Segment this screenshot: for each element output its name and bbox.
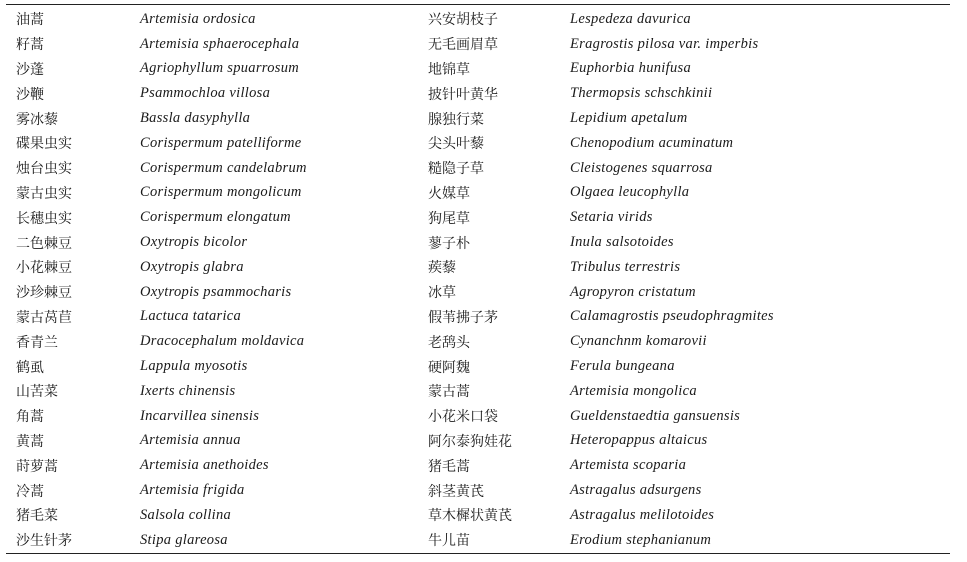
chinese-name-cell: 鹤虱 [16,359,44,376]
chinese-name-cell: 尖头叶藜 [428,136,484,153]
chinese-name-cell: 二色棘豆 [16,235,72,252]
latin-name-cell: Calamagrostis pseudophragmites [570,308,774,325]
chinese-name-cell: 油蒿 [16,12,44,29]
table-row [6,156,950,181]
table-row [6,528,950,553]
chinese-name-cell: 地锦草 [428,61,470,78]
chinese-name-cell: 草木樨状黄芪 [428,508,512,525]
chinese-name-cell: 山苦菜 [16,384,58,401]
chinese-name-cell: 小花米口袋 [428,409,498,426]
chinese-name-cell: 狗尾草 [428,210,470,227]
chinese-name-cell: 冰草 [428,285,456,302]
table-row [6,5,950,32]
chinese-name-cell: 籽蒿 [16,37,44,54]
chinese-name-cell: 沙生针茅 [16,533,72,550]
chinese-name-cell: 冷蒿 [16,483,44,500]
chinese-name-cell: 无毛画眉草 [428,37,498,54]
latin-name-cell: Artemisia ordosica [140,10,256,27]
latin-name-cell: Artemista scoparia [570,457,687,474]
latin-name-cell: Oxytropis glabra [140,258,244,275]
species-table [6,4,950,554]
latin-name-cell: Ixerts chinensis [140,382,236,399]
chinese-name-cell: 猪毛菜 [16,508,58,525]
latin-name-cell: Artemisia anethoides [140,457,269,474]
chinese-name-cell: 老鸹头 [428,334,470,351]
table-row [6,329,950,354]
latin-name-cell: Psammochloa villosa [140,85,271,102]
latin-name-cell: Bassla dasyphylla [140,110,251,127]
latin-name-cell: Astragalus melilotoides [570,506,715,523]
chinese-name-cell: 蒙古虫实 [16,185,72,202]
latin-name-cell: Salsola collina [140,506,232,523]
latin-name-cell: Corispermum candelabrum [140,159,307,176]
table-row [6,57,950,82]
chinese-name-cell: 蒙古莴苣 [16,309,72,326]
latin-name-cell: Agriophyllum spuarrosum [140,60,300,77]
chinese-name-cell: 沙珍棘豆 [16,285,72,302]
latin-name-cell: Artemisia frigida [140,482,245,499]
table-row [6,230,950,255]
chinese-name-cell: 黄蒿 [16,433,44,450]
chinese-name-cell: 腺独行菜 [428,111,484,128]
latin-name-cell: Setaria virids [570,209,653,226]
chinese-name-cell: 牛儿苗 [428,533,470,550]
chinese-name-cell: 沙蓬 [16,61,44,78]
table-row [6,205,950,230]
latin-name-cell: Gueldenstaedtia gansuensis [570,407,741,424]
table-row [6,429,950,454]
chinese-name-cell: 硬阿魏 [428,359,470,376]
chinese-name-cell: 雾冰藜 [16,111,58,128]
latin-name-cell: Ferula bungeana [570,358,675,375]
table-row [6,106,950,131]
latin-name-cell: Lepidium apetalum [570,110,688,127]
latin-name-cell: Oxytropis bicolor [140,234,248,251]
table-row [6,379,950,404]
chinese-name-cell: 假苇拂子茅 [428,309,498,326]
chinese-name-cell: 斜茎黄芪 [428,483,484,500]
latin-name-cell: Incarvillea sinensis [140,407,260,424]
chinese-name-cell: 长穗虫实 [16,210,72,227]
chinese-name-cell: 猪毛蒿 [428,458,470,475]
latin-name-cell: Dracocephalum moldavica [140,333,305,350]
table-row [6,354,950,379]
chinese-name-cell: 烛台虫实 [16,161,72,178]
latin-name-cell: Oxytropis psammocharis [140,283,292,300]
table-row [6,404,950,429]
table-row [6,32,950,57]
latin-name-cell: Tribulus terrestris [570,258,681,275]
latin-name-cell: Corispermum mongolicum [140,184,302,201]
table-row [6,453,950,478]
latin-name-cell: Agropyron cristatum [570,283,696,300]
chinese-name-cell: 兴安胡枝子 [428,12,498,29]
chinese-name-cell: 蒺藜 [428,260,456,277]
chinese-name-cell: 披针叶黄华 [428,86,498,103]
latin-name-cell: Artemisia mongolica [570,382,697,399]
latin-name-cell: Artemisia annua [140,432,241,449]
table-row [6,181,950,206]
latin-name-cell: Thermopsis schschkinii [570,85,713,102]
latin-name-cell: Artemisia sphaerocephala [140,35,300,52]
latin-name-cell: Chenopodium acuminatum [570,134,734,151]
chinese-name-cell: 香青兰 [16,334,58,351]
latin-name-cell: Astragalus adsurgens [570,482,702,499]
table-row [6,81,950,106]
latin-name-cell: Lappula myosotis [140,358,248,375]
latin-name-cell: Stipa glareosa [140,531,228,548]
latin-name-cell: Eragrostis pilosa var. imperbis [570,35,759,52]
latin-name-cell: Euphorbia hunifusa [570,60,692,77]
chinese-name-cell: 蓼子朴 [428,235,470,252]
latin-name-cell: Corispermum elongatum [140,209,291,226]
table-row [6,280,950,305]
latin-name-cell: Erodium stephanianum [570,531,712,548]
chinese-name-cell: 莳萝蒿 [16,458,58,475]
chinese-name-cell: 火媒草 [428,185,470,202]
latin-name-cell: Cleistogenes squarrosa [570,159,713,176]
chinese-name-cell: 糙隐子草 [428,161,484,178]
species-table-body [6,5,950,554]
chinese-name-cell: 阿尔泰狗娃花 [428,433,512,450]
latin-name-cell: Olgaea leucophylla [570,184,690,201]
chinese-name-cell: 蒙古蒿 [428,384,470,401]
latin-name-cell: Corispermum patelliforme [140,134,302,151]
latin-name-cell: Heteropappus altaicus [570,432,708,449]
table-row [6,503,950,528]
latin-name-cell: Lactuca tatarica [140,308,242,325]
table-row [6,255,950,280]
latin-name-cell: Inula salsotoides [570,234,674,251]
chinese-name-cell: 角蒿 [16,409,44,426]
chinese-name-cell: 小花棘豆 [16,260,72,277]
table-row [6,305,950,330]
latin-name-cell: Lespedeza davurica [570,10,691,27]
chinese-name-cell: 沙鞭 [16,86,44,103]
chinese-name-cell: 碟果虫实 [16,136,72,153]
latin-name-cell: Cynanchnm komarovii [570,333,707,350]
table-row [6,478,950,503]
table-row [6,131,950,156]
